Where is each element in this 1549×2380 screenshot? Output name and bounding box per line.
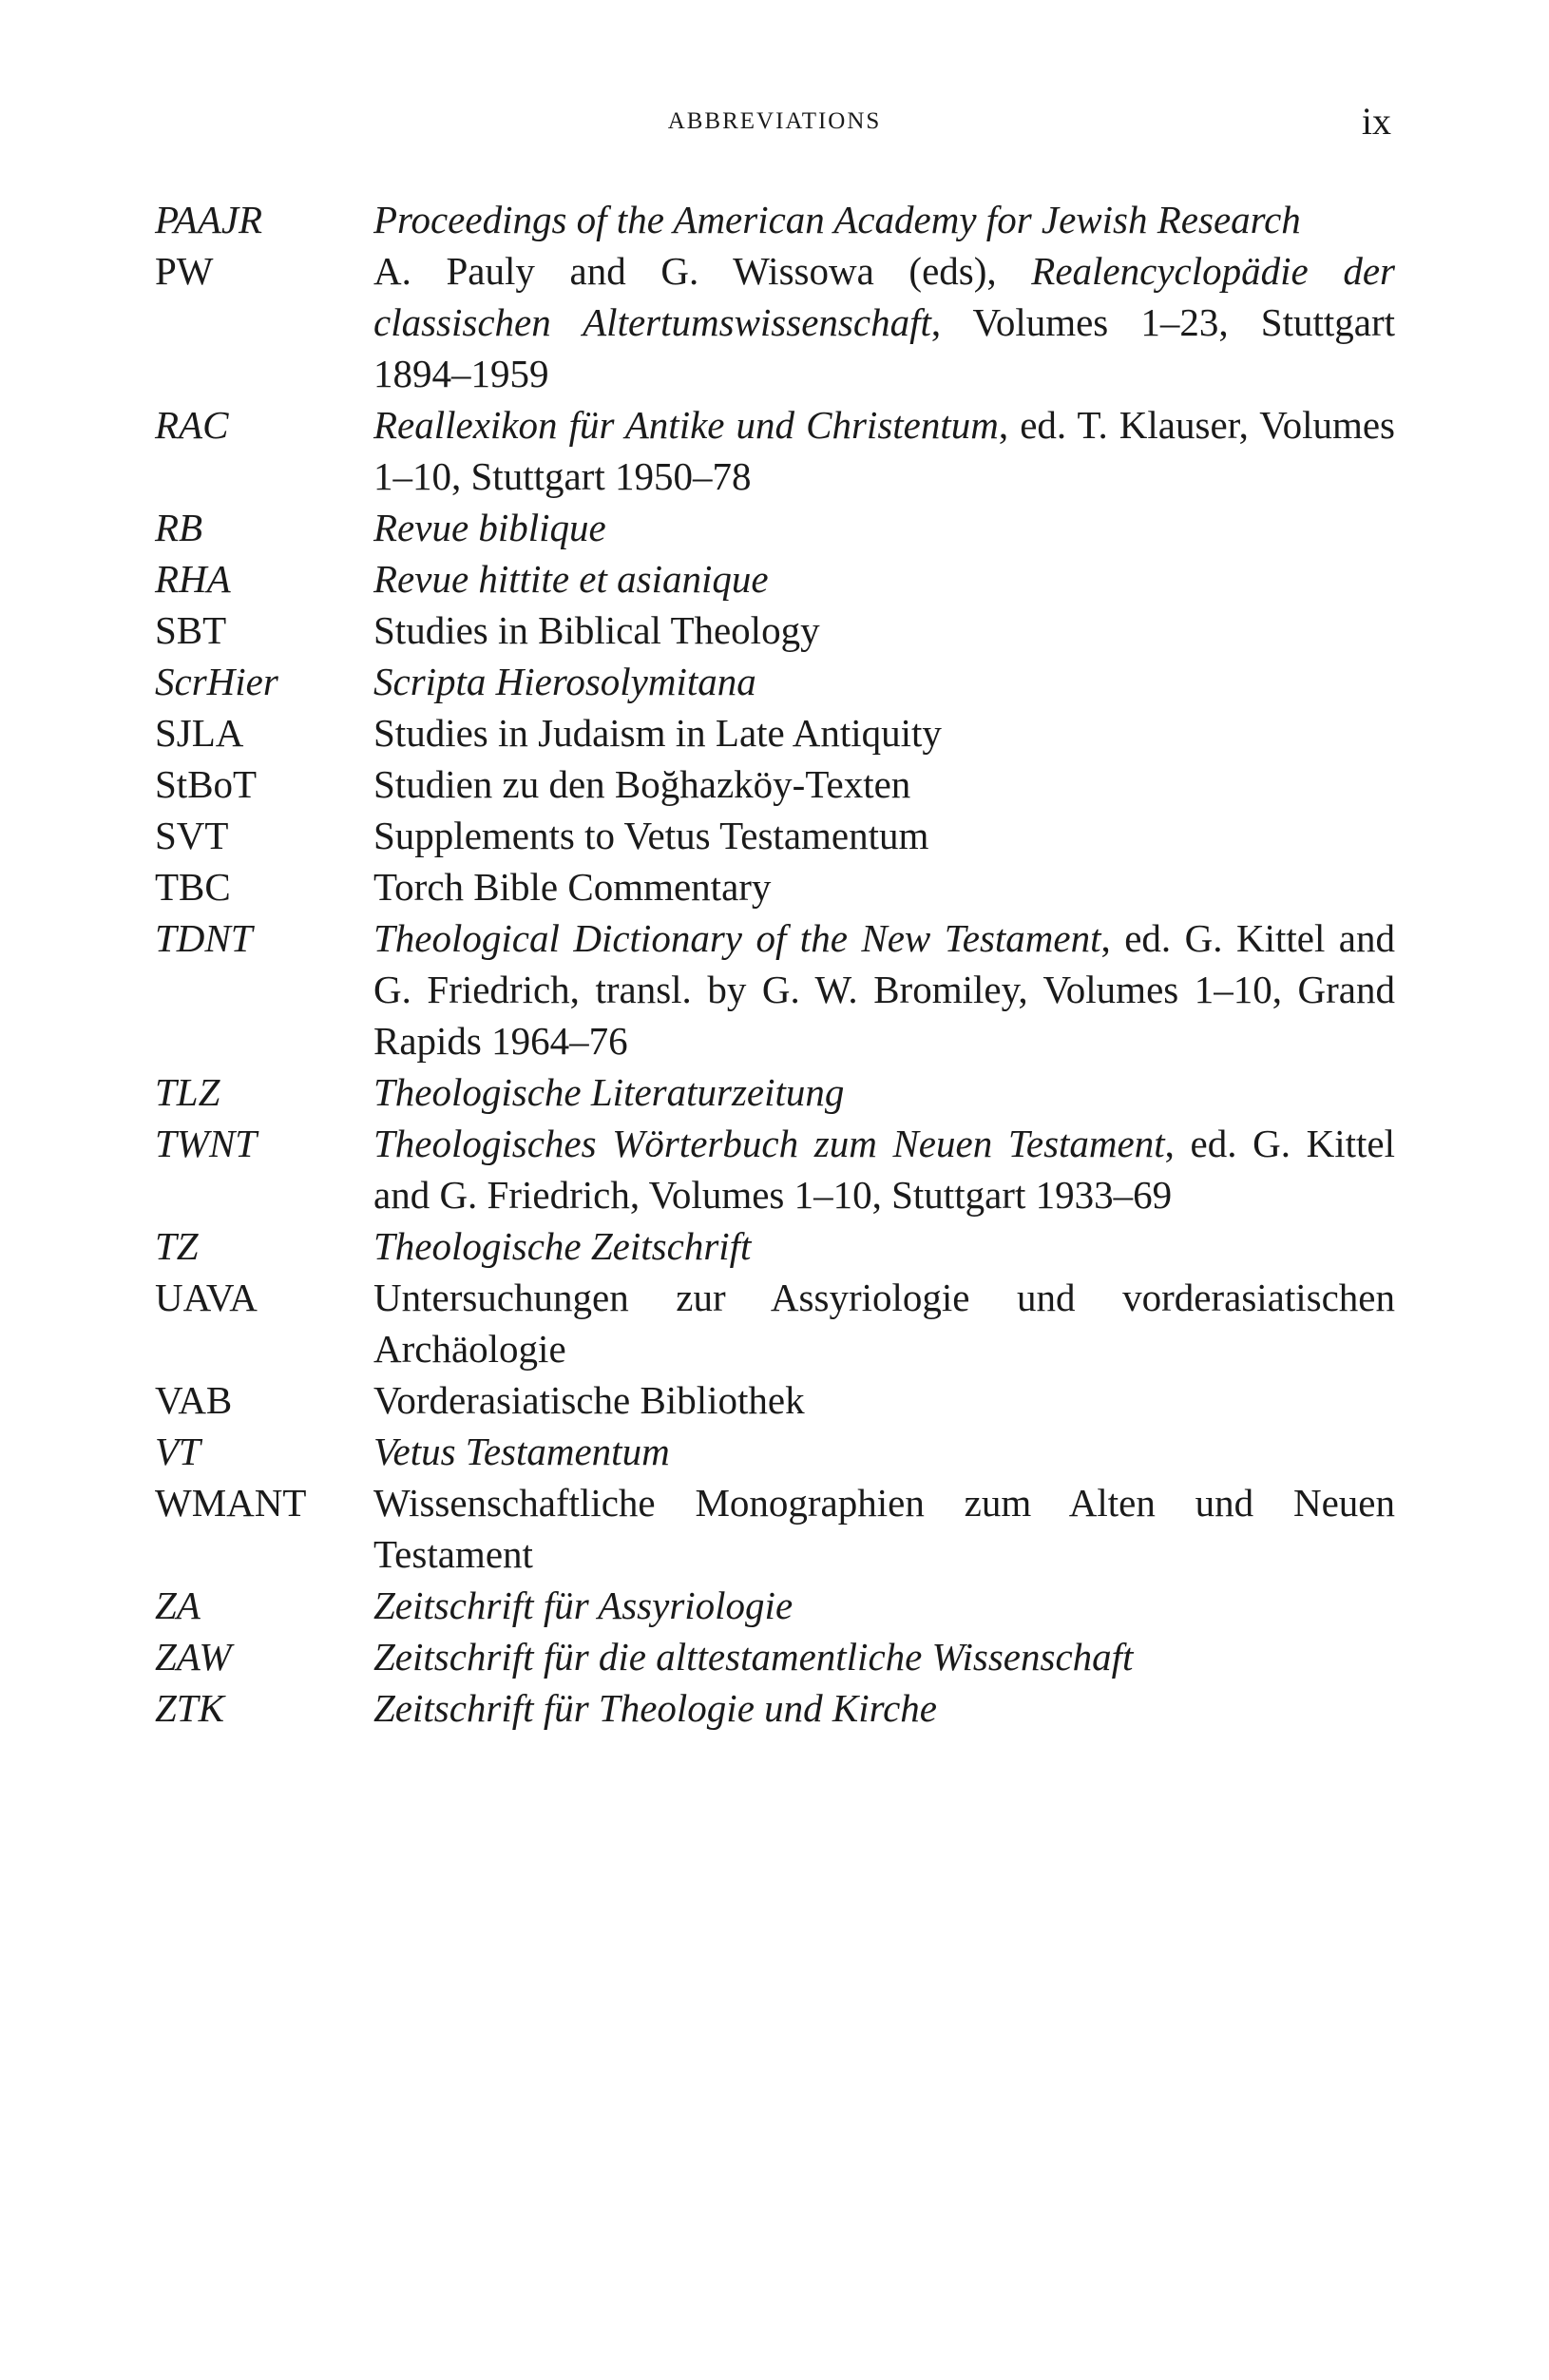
- expansion-title-italic: Zeitschrift für Theologie und Kirche: [373, 1686, 937, 1730]
- running-title: ABBREVIATIONS: [667, 108, 882, 134]
- expansion-text: A. Pauly and G. Wissowa (eds),: [373, 249, 1032, 293]
- abbreviation-expansion: [373, 1426, 1395, 1477]
- abbreviation-expansion: [373, 399, 1395, 502]
- expansion-title-italic: Theologisches Wörterbuch zum Neuen Testament: [373, 1122, 1165, 1165]
- expansion-title-italic: Reallexikon für Antike und Christentum: [373, 403, 999, 447]
- expansion-text: Torch Bible Commentary: [373, 865, 772, 909]
- expansion-title-italic: Zeitschrift für die alttestamentliche Wissenschaft: [373, 1635, 1134, 1679]
- expansion-title-italic: Revue biblique: [373, 506, 606, 549]
- abbreviation-entry: [155, 399, 1395, 502]
- expansion-title-italic: Realencyclopädie der classischen Altertumswissenschaft: [373, 249, 1395, 344]
- abbreviation-term: RB: [155, 506, 203, 549]
- abbreviation-expansion: [373, 758, 1395, 810]
- abbreviation-expansion: [373, 245, 1395, 399]
- abbreviation-term: TDNT: [155, 916, 253, 960]
- abbreviation-term: RAC: [155, 403, 229, 447]
- abbreviation-expansion: [373, 1118, 1395, 1220]
- abbreviation-expansion: [373, 810, 1395, 861]
- expansion-title-italic: Theological Dictionary of the New Testament: [373, 916, 1101, 960]
- abbreviation-term: SBT: [155, 608, 227, 652]
- abbreviation-entry: [155, 1580, 1395, 1631]
- abbreviation-entry: [155, 861, 1395, 912]
- abbreviation-expansion: [373, 861, 1395, 912]
- abbreviation-term: UAVA: [155, 1276, 258, 1319]
- abbreviation-entry: [155, 502, 1395, 553]
- abbreviation-entry: [155, 758, 1395, 810]
- expansion-text: , ed. G. Kittel and G. Friedrich, Volumes 1–10, Stuttgart 1933–69: [373, 1122, 1395, 1217]
- abbreviation-entry: [155, 1220, 1395, 1272]
- abbreviation-term: TZ: [155, 1224, 199, 1268]
- abbreviation-expansion: [373, 1631, 1395, 1682]
- abbreviation-term: VT: [155, 1430, 201, 1473]
- abbreviation-term: PW: [155, 249, 214, 293]
- running-head: [0, 100, 1549, 148]
- abbreviation-expansion: [373, 502, 1395, 553]
- abbreviation-expansion: [373, 1580, 1395, 1631]
- abbreviation-expansion: [373, 1374, 1395, 1426]
- abbreviation-expansion: [373, 1066, 1395, 1118]
- abbreviation-term: StBoT: [155, 762, 258, 806]
- abbreviation-expansion: [373, 707, 1395, 758]
- expansion-text: , ed. T. Klauser, Volumes 1–10, Stuttgart 1950–78: [373, 403, 1396, 498]
- abbreviation-term: ZTK: [155, 1686, 224, 1730]
- abbreviation-term: RHA: [155, 557, 231, 601]
- expansion-text: Studies in Biblical Theology: [373, 608, 820, 652]
- abbreviation-expansion: [373, 194, 1395, 245]
- abbreviation-entry: [155, 194, 1395, 245]
- abbreviation-entry: [155, 1066, 1395, 1118]
- abbreviation-expansion: [373, 1272, 1395, 1374]
- expansion-text: Studies in Judaism in Late Antiquity: [373, 711, 942, 755]
- page-number: ix: [1361, 100, 1391, 143]
- abbreviation-entry: [155, 810, 1395, 861]
- abbreviation-term: SJLA: [155, 711, 244, 755]
- expansion-text: , Volumes 1–23, Stuttgart 1894–1959: [373, 300, 1395, 395]
- abbreviation-entry: [155, 912, 1395, 1066]
- abbreviation-term: VAB: [155, 1378, 233, 1422]
- expansion-title-italic: Theologische Literaturzeitung: [373, 1070, 845, 1114]
- expansion-text: Untersuchungen zur Assyriologie und vorderasiatischen Archäologie: [373, 1276, 1395, 1371]
- abbreviation-entry: [155, 1118, 1395, 1220]
- abbreviation-term: WMANT: [155, 1481, 307, 1525]
- abbreviation-term: PAAJR: [155, 198, 263, 241]
- expansion-text: , ed. G. Kittel and G. Friedrich, transl. by G. W. Bromiley, Volumes 1–10, Grand Rapids 1964–76: [373, 916, 1395, 1063]
- abbreviation-term: TWNT: [155, 1122, 258, 1165]
- abbreviation-term: TBC: [155, 865, 231, 909]
- expansion-title-italic: Scripta Hierosolymitana: [373, 660, 756, 703]
- abbreviation-expansion: [373, 1477, 1395, 1580]
- abbreviation-expansion: [373, 605, 1395, 656]
- abbreviation-list: [155, 194, 1395, 1734]
- abbreviation-expansion: [373, 656, 1395, 707]
- expansion-text: Vorderasiatische Bibliothek: [373, 1378, 805, 1422]
- expansion-text: Studien zu den Boğhazköy-Texten: [373, 762, 911, 806]
- abbreviation-entry: [155, 1477, 1395, 1580]
- abbreviation-entry: [155, 553, 1395, 605]
- abbreviation-expansion: [373, 1682, 1395, 1734]
- expansion-title-italic: Revue hittite et asianique: [373, 557, 769, 601]
- abbreviation-entry: [155, 245, 1395, 399]
- abbreviation-entry: [155, 1374, 1395, 1426]
- abbreviation-term: SVT: [155, 814, 229, 857]
- expansion-title-italic: Theologische Zeitschrift: [373, 1224, 752, 1268]
- abbreviation-entry: [155, 656, 1395, 707]
- abbreviation-entry: [155, 1426, 1395, 1477]
- abbreviation-expansion: [373, 1220, 1395, 1272]
- expansion-text: Supplements to Vetus Testamentum: [373, 814, 929, 857]
- expansion-title-italic: Proceedings of the American Academy for Jewish Research: [373, 198, 1301, 241]
- abbreviation-entry: [155, 1631, 1395, 1682]
- abbreviation-expansion: [373, 912, 1395, 1066]
- abbreviation-entry: [155, 1272, 1395, 1374]
- abbreviation-term: ZA: [155, 1583, 201, 1627]
- abbreviation-term: TLZ: [155, 1070, 220, 1114]
- abbreviation-entry: [155, 1682, 1395, 1734]
- abbreviation-expansion: [373, 553, 1395, 605]
- abbreviation-entry: [155, 707, 1395, 758]
- expansion-text: Wissenschaftliche Monographien zum Alten und Neuen Testament: [373, 1481, 1395, 1576]
- abbreviation-term: ZAW: [155, 1635, 232, 1679]
- expansion-title-italic: Zeitschrift für Assyriologie: [373, 1583, 794, 1627]
- expansion-title-italic: Vetus Testamentum: [373, 1430, 670, 1473]
- abbreviation-term: ScrHier: [155, 660, 278, 703]
- abbreviation-entry: [155, 605, 1395, 656]
